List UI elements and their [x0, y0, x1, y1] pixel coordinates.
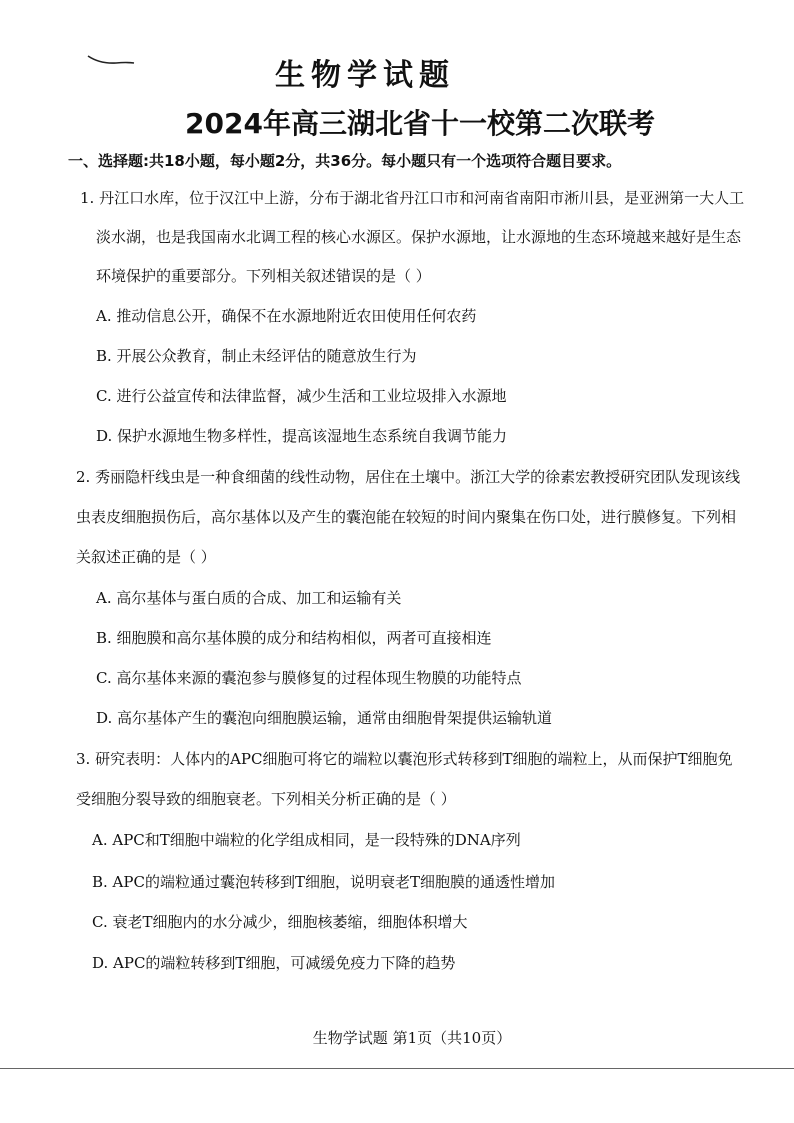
question-stem-line: 1. 丹江口水库，位于汉江中上游，分布于湖北省丹江口市和河南省南阳市淅川县，是亚洲第一大人工: [80, 189, 745, 207]
question-stem-line: 3. 研究表明：人体内的APC细胞可将它的端粒以囊泡形式转移到T细胞的端粒上，从而保护T细胞免: [76, 750, 733, 768]
option-c: C. 衰老T细胞内的水分减少，细胞核萎缩，细胞体积增大: [92, 913, 468, 931]
question-stem-line: 2. 秀丽隐杆线虫是一种食细菌的线性动物，居住在土壤中。浙江大学的徐素宏教授研究团队发现该线: [76, 468, 741, 486]
question-stem-line: 关叙述正确的是（ ）: [76, 548, 216, 566]
option-c: C. 高尔基体来源的囊泡参与膜修复的过程体现生物膜的功能特点: [96, 669, 522, 687]
question-stem-line: 环境保护的重要部分。下列相关叙述错误的是（ ）: [96, 267, 431, 285]
option-a: A. 推动信息公开，确保不在水源地附近农田使用任何农药: [96, 307, 477, 325]
option-c: C. 进行公益宣传和法律监督，减少生活和工业垃圾排入水源地: [96, 387, 507, 405]
option-d: D. 高尔基体产生的囊泡向细胞膜运输，通常由细胞骨架提供运输轨道: [96, 709, 553, 727]
question-stem-line: 受细胞分裂导致的细胞衰老。下列相关分析正确的是（ ）: [76, 790, 456, 808]
option-b: B. 细胞膜和高尔基体膜的成分和结构相似，两者可直接相连: [96, 629, 492, 647]
page-footer: 生物学试题 第1页（共10页）: [312, 1029, 512, 1047]
option-a: A. 高尔基体与蛋白质的合成、加工和运输有关: [96, 589, 402, 607]
page-title: 生物学试题: [275, 58, 455, 93]
question-stem-line: 虫表皮细胞损伤后，高尔基体以及产生的囊泡能在较短的时间内聚集在伤口处，进行膜修复。下列相: [76, 508, 737, 526]
option-b: B. 开展公众教育，制止未经评估的随意放生行为: [96, 347, 417, 365]
option-b: B. APC的端粒通过囊泡转移到T细胞，说明衰老T细胞膜的通透性增加: [92, 873, 555, 891]
bottom-divider: [0, 1068, 794, 1069]
question-stem-line: 淡水湖，也是我国南水北调工程的核心水源区。保护水源地，让水源地的生态环境越来越好是生态: [96, 228, 742, 246]
option-a: A. APC和T细胞中端粒的化学组成相同，是一段特殊的DNA序列: [92, 831, 521, 849]
option-d: D. 保护水源地生物多样性，提高该湿地生态系统自我调节能力: [96, 427, 508, 445]
section-heading: 一、选择题:共18小题，每小题2分，共36分。每小题只有一个选项符合题目要求。: [68, 152, 622, 170]
exam-subtitle: 2024年高三湖北省十一校第二次联考: [185, 107, 655, 140]
option-d: D. APC的端粒转移到T细胞，可减缓免疫力下降的趋势: [92, 954, 456, 972]
